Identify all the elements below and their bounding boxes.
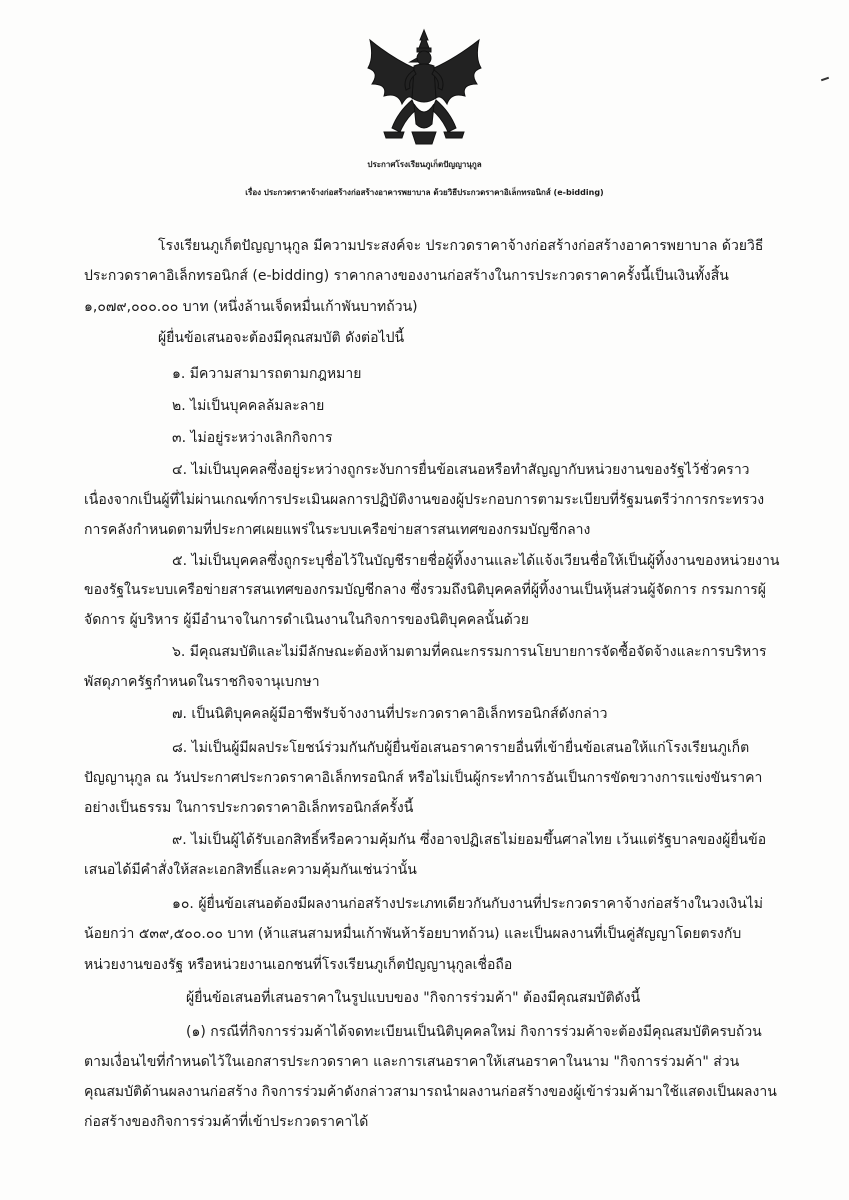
list-item: ๘. ไม่เป็นผู้มีผลประโยชน์ร่วมกันกับผู้ยื่นข้อเสนอราคารายอื่นที่เข้ายื่นข้อเสนอให้แก่โรงเรียนภูเก็ต (172, 740, 750, 756)
list-item-continuation: เสนอได้มีคำสั่งให้สละเอกสิทธิ์และความคุ้มกันเช่นว่านั้น (84, 862, 417, 878)
garuda-emblem (362, 28, 487, 146)
scan-mark (821, 77, 829, 82)
paragraph-line: โรงเรียนภูเก็ตปัญญานุกูล มีความประสงค์จะ ประกวดราคาจ้างก่อสร้างก่อสร้างอาคารพยาบาล ด้วยวิธี (158, 238, 764, 254)
list-item: ๖. มีคุณสมบัติและไม่มีลักษณะต้องห้ามตามที่คณะกรรมการนโยบายการจัดซื้อจัดจ้างและการบริหาร (172, 644, 767, 660)
list-item: ๑. มีความสามารถตามกฎหมาย (172, 366, 362, 382)
list-item-continuation: อย่างเป็นธรรม ในการประกวดราคาอิเล็กทรอนิกส์ครั้งนี้ (84, 800, 414, 816)
list-item-continuation: น้อยกว่า ๕๓๙,๕๐๐.๐๐ บาท (ห้าแสนสามหมื่นเก้าพันห้าร้อยบาทถ้วน) และเป็นผลงานที่เป็นคู่สัญญาโดยตรงกับ (84, 926, 742, 942)
list-item: (๑) กรณีที่กิจการร่วมค้าได้จดทะเบียนเป็นนิติบุคคลใหม่ กิจการร่วมค้าจะต้องมีคุณสมบัติครบถ้วน (186, 1024, 762, 1040)
list-item-continuation: หน่วยงานของรัฐ หรือหน่วยงานเอกชนที่โรงเรียนภูเก็ตปัญญานุกูลเชื่อถือ (84, 957, 513, 973)
list-item: ๑๐. ผู้ยื่นข้อเสนอต้องมีผลงานก่อสร้างประเภทเดียวกันกับงานที่ประกวดราคาจ้างก่อสร้างในวงเงินไม่ (172, 896, 763, 912)
list-item-continuation: พัสดุภาครัฐกำหนดในราชกิจจานุเบกษา (84, 674, 320, 690)
announcement-subject: เรื่อง ประกวดราคาจ้างก่อสร้างก่อสร้างอาคารพยาบาล ด้วยวิธีประกวดราคาอิเล็กทรอนิกส์ (e-bidding) (245, 188, 604, 197)
list-item-continuation: จัดการ ผู้บริหาร ผู้มีอำนาจในการดำเนินงานในกิจการของนิติบุคคลนั้นด้วย (84, 612, 529, 628)
list-item: ๒. ไม่เป็นบุคคลล้มละลาย (172, 398, 325, 414)
list-item: ๙. ไม่เป็นผู้ได้รับเอกสิทธิ์หรือความคุ้มกัน ซึ่งอาจปฏิเสธไม่ยอมขึ้นศาลไทย เว้นแต่รัฐบาลของผู้ยื่นข้อ (172, 832, 767, 848)
list-item-continuation: ของรัฐในระบบเครือข่ายสารสนเทศของกรมบัญชีกลาง ซึ่งรวมถึงนิติบุคคลที่ผู้ทิ้งงานเป็นหุ้นส่วนผู้จัดการ กรรมการผู้ (84, 582, 767, 598)
list-item: ๗. เป็นนิติบุคคลผู้มีอาชีพรับจ้างงานที่ประกวดราคาอิเล็กทรอนิกส์ดังกล่าว (172, 706, 608, 722)
joint-venture-heading: ผู้ยื่นข้อเสนอที่เสนอราคาในรูปแบบของ "กิจการร่วมค้า" ต้องมีคุณสมบัติดังนี้ (186, 990, 641, 1006)
paragraph-line: ๑,๐๗๙,๐๐๐.๐๐ บาท (หนึ่งล้านเจ็ดหมื่นเก้าพันบาทถ้วน) (84, 299, 418, 315)
list-item: ๓. ไม่อยู่ระหว่างเลิกกิจการ (172, 430, 333, 446)
list-item-continuation: คุณสมบัติด้านผลงานก่อสร้าง กิจการร่วมค้าดังกล่าวสามารถนำผลงานก่อสร้างของผู้เข้าร่วมค้ามาใช้แสดงเป็นผลงาน (84, 1084, 777, 1100)
list-item-continuation: ก่อสร้างของกิจการร่วมค้าที่เข้าประกวดราคาได้ (84, 1114, 369, 1130)
paragraph-line: ประกวดราคาอิเล็กทรอนิกส์ (e-bidding) ราคากลางของงานก่อสร้างในการประกวดราคาครั้งนี้เป็นเงินทั้งสิ้น (84, 268, 729, 284)
qualifications-heading: ผู้ยื่นข้อเสนอจะต้องมีคุณสมบัติ ดังต่อไปนี้ (158, 330, 405, 346)
list-item: ๔. ไม่เป็นบุคคลซึ่งอยู่ระหว่างถูกระงับการยื่นข้อเสนอหรือทำสัญญากับหน่วยงานของรัฐไว้ชั่วคราว (172, 462, 750, 478)
list-item-continuation: ตามเงื่อนไขที่กำหนดไว้ในเอกสารประกวดราคา และการเสนอราคาให้เสนอราคาในนาม "กิจการร่วมค้า" ส่วน (84, 1054, 740, 1070)
list-item-continuation: เนื่องจากเป็นผู้ที่ไม่ผ่านเกณฑ์การประเมินผลการปฏิบัติงานของผู้ประกอบการตามระเบียบที่รัฐมนตรีว่าการกระทรวง (84, 492, 765, 508)
announcement-title: ประกาศโรงเรียนภูเก็ตปัญญานุกูล (367, 160, 482, 169)
list-item: ๕. ไม่เป็นบุคคลซึ่งถูกระบุชื่อไว้ในบัญชีรายชื่อผู้ทิ้งงานและได้แจ้งเวียนชื่อให้เป็นผู้ทิ้งงานของหน่วยงาน (172, 553, 780, 569)
list-item-continuation: ปัญญานุกูล ณ วันประกาศประกวดราคาอิเล็กทรอนิกส์ หรือไม่เป็นผู้กระทำการอันเป็นการขัดขวางการแข่งขันราคา (84, 770, 763, 786)
list-item-continuation: การคลังกำหนดตามที่ประกาศเผยแพร่ในระบบเครือข่ายสารสนเทศของกรมบัญชีกลาง (84, 522, 591, 538)
